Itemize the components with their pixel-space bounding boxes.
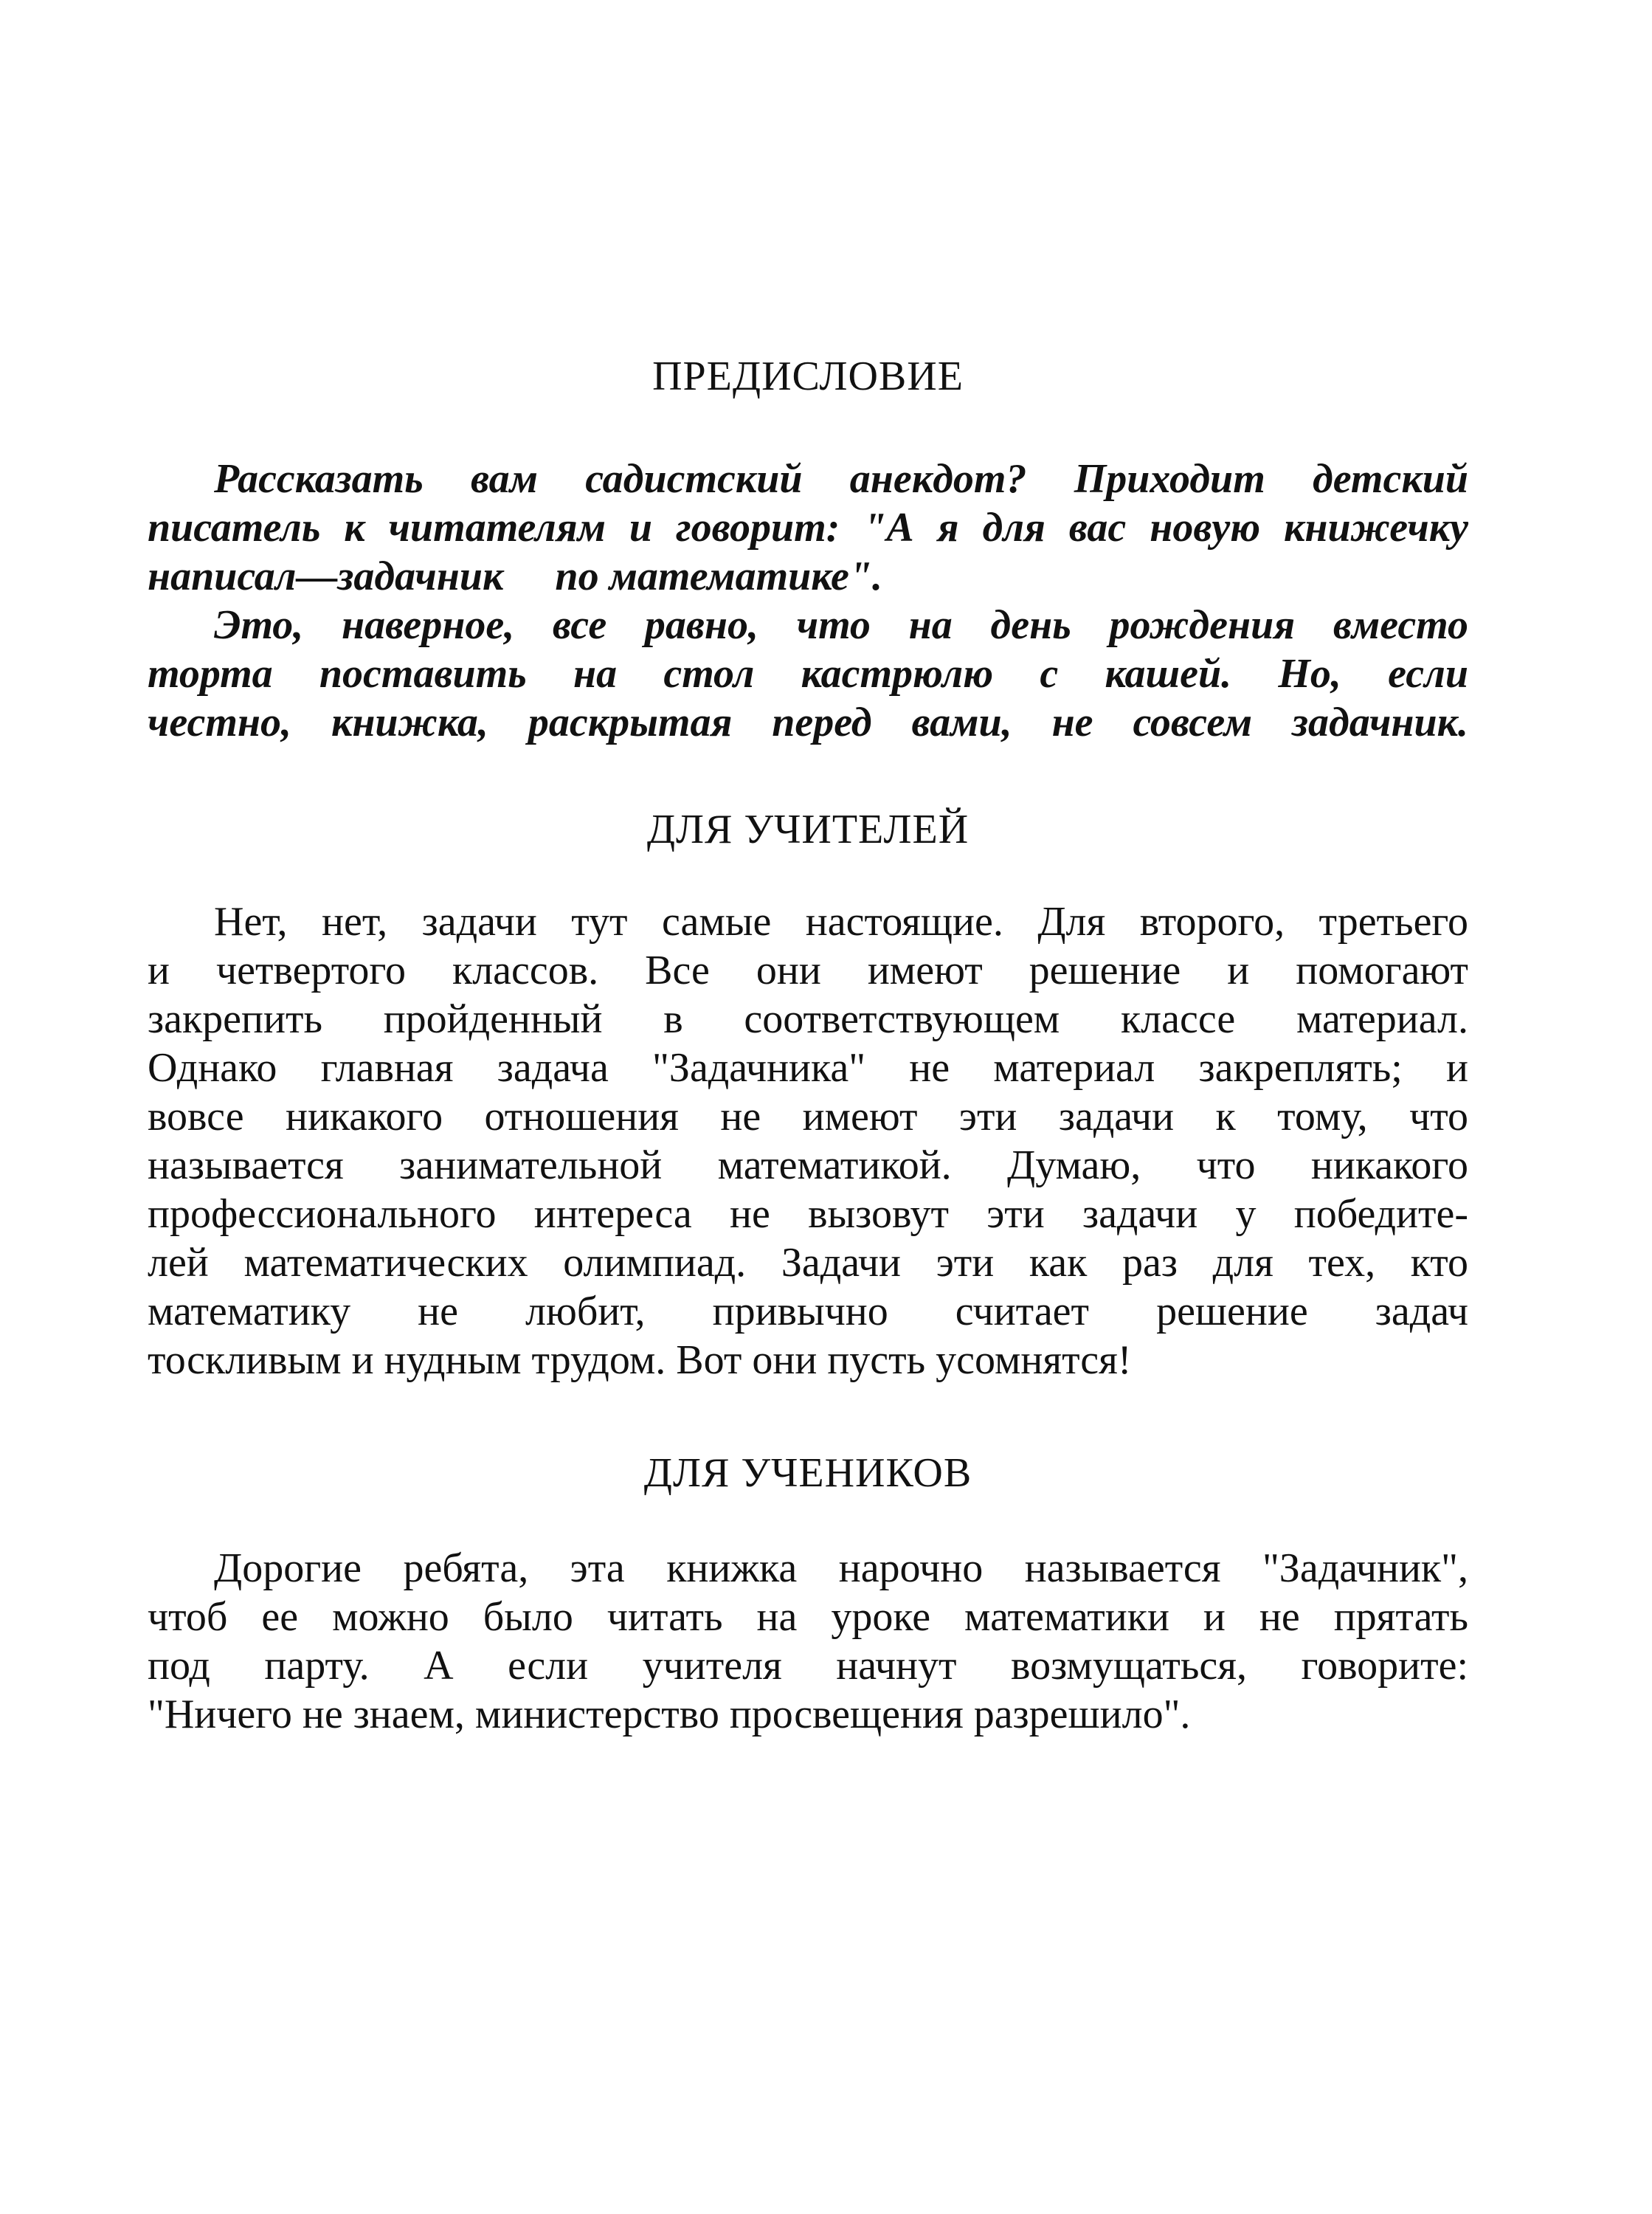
teachers-line: тоскливым и нудным трудом. Вот они пусть усомнятся! [148, 1337, 1132, 1383]
preface-line: Рассказать вам садистский анекдот? Приходит детский [214, 456, 1468, 502]
preface-line: честно, книжка, раскрытая перед вами, не совсем задачник. [148, 700, 1468, 745]
teachers-line: профессионального интереса не вызовут эти задачи у победите- [148, 1191, 1468, 1237]
teachers-line: называется занимательной математикой. Думаю, что никакого [148, 1142, 1468, 1188]
teachers-line: Однако главная задача "Задачника" не материал закреплять; и [148, 1045, 1468, 1091]
teachers-line: математику не любит, привычно считает решение задач [148, 1289, 1468, 1334]
students-line: Дорогие ребята, эта книжка нарочно называется "Задачник", [214, 1545, 1468, 1591]
students-line: "Ничего не знаем, министерство просвещения разрешило". [148, 1691, 1191, 1737]
preface-line: Это, наверное, все равно, что на день рождения вместо [214, 602, 1468, 648]
teachers-line: лей математических олимпиад. Задачи эти как раз для тех, кто [148, 1240, 1468, 1286]
preface-title: ПРЕДИСЛОВИЕ [652, 354, 964, 399]
teachers-line: и четвертого классов. Все они имеют решение и помогают [148, 948, 1468, 993]
preface-line: торта поставить на стол кастрюлю с кашей. Но, если [148, 651, 1468, 697]
preface-line: писатель к читателям и говорит: "А я для вас новую книжечку [148, 505, 1468, 551]
teachers-title: ДЛЯ УЧИТЕЛЕЙ [646, 807, 970, 852]
preface-line: написал—задачник по математике". [148, 554, 882, 599]
teachers-line: Нет, нет, задачи тут самые настоящие. Для второго, третьего [214, 899, 1468, 945]
students-title: ДЛЯ УЧЕНИКОВ [643, 1450, 972, 1496]
students-line: чтоб ее можно было читать на уроке математики и не прятать [148, 1594, 1468, 1640]
teachers-line: закрепить пройденный в соответствующем классе материал. [148, 996, 1468, 1042]
teachers-line: вовсе никакого отношения не имеют эти задачи к тому, что [148, 1094, 1468, 1139]
students-line: под парту. А если учителя начнут возмущаться, говорите: [148, 1643, 1468, 1689]
